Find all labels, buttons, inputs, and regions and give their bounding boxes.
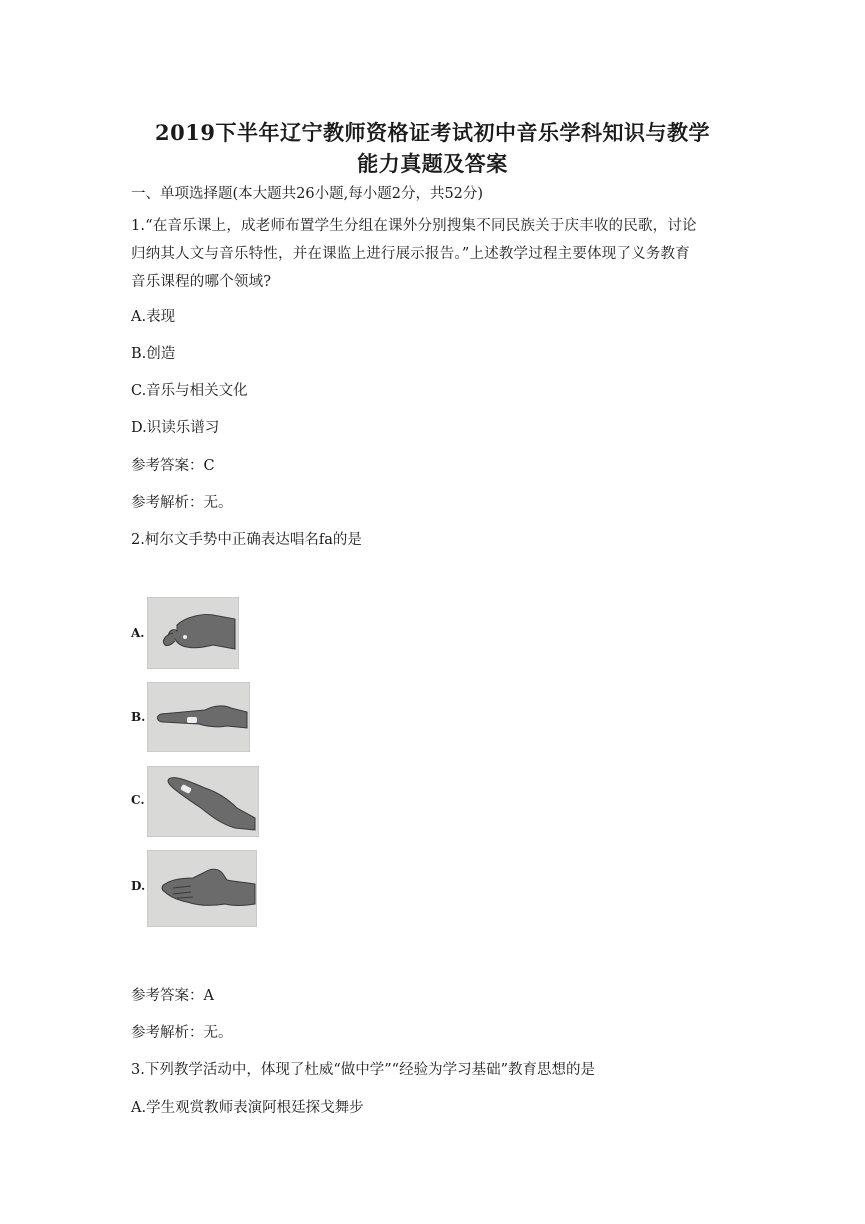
hand-sign-flat-palm-down-icon	[147, 682, 250, 752]
question-2-analysis: 参考解析：无。	[131, 1025, 233, 1041]
hand-sign-fa-icon	[147, 597, 239, 669]
question-1-answer: 参考答案：C	[131, 458, 215, 474]
question-3-stem: 3.下列教学活动中，体现了杜威“做中学”“经验为学习基础”教育思想的是	[131, 1062, 595, 1078]
section-header: 一、单项选择题(本大题共26小题,每小题2分，共52分)	[131, 186, 484, 202]
question-1-option-a: A.表现	[131, 309, 176, 325]
hand-sign-palm-open-icon	[147, 850, 257, 927]
question-1-stem-line-2: 归纳其人文与音乐特性，并在课监上进行展示报告。”上述教学过程主要体现了义务教育	[131, 246, 690, 262]
question-1-option-b: B.创造	[131, 346, 176, 362]
question-1-stem-line-3: 音乐课程的哪个领域?	[131, 274, 272, 290]
page-title-line-1: 2019下半年辽宁教师资格证考试初中音乐学科知识与教学	[155, 120, 710, 145]
question-2-stem: 2.柯尔文手势中正确表达唱名fa的是	[131, 532, 362, 548]
question-3-option-a: A.学生观赏教师表演阿根廷探戈舞步	[131, 1100, 364, 1116]
question-2-option-d-label: D.	[131, 879, 146, 893]
page-title-line-2: 能力真题及答案	[357, 151, 508, 176]
question-2-option-c-label: C.	[131, 793, 145, 807]
question-1-option-d: D.识读乐谱习	[131, 420, 220, 436]
question-1-stem-line-1: 1.“在音乐课上，成老师布置学生分组在课外分别搜集不同民族关于庆丰收的民歌，讨论	[131, 218, 697, 234]
question-2-option-b-label: B.	[131, 710, 146, 724]
question-1-option-c: C.音乐与相关文化	[131, 383, 248, 399]
question-1-analysis: 参考解析：无。	[131, 495, 233, 511]
hand-sign-slanted-up-icon	[147, 766, 259, 837]
question-2-answer: 参考答案：A	[131, 988, 214, 1004]
question-2-option-a-label: A.	[131, 626, 145, 640]
